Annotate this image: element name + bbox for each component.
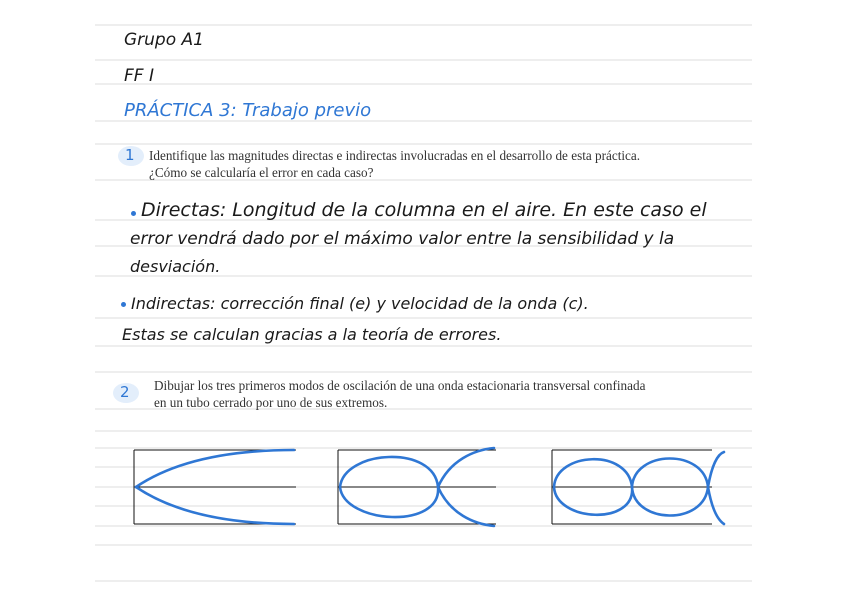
question-2-line-2: en un tubo cerrado por uno de sus extremos. [154,395,388,410]
answer-directas-line-2: error vendrá dado por el máximo valor entre la sensibilidad y la [130,229,675,249]
course-label: FF I [124,66,154,86]
answer-indirectas-line-1: Indirectas: corrección final (e) y velocidad de la onda (c). [131,294,589,313]
answer-directas-line-1: Directas: Longitud de la columna en el aire. En este caso el [141,199,707,221]
question-1-line-1: Identifique las magnitudes directas e indirectas involucradas en el desarrollo de esta práctica. [149,148,641,163]
mode-2-diagram [334,444,504,530]
mode-3-diagram [548,444,728,530]
group-label: Grupo A1 [124,30,204,50]
question-2-line-1: Dibujar los tres primeros modos de oscilación de una onda estacionaria transversal confinada [154,378,646,393]
bullet-indirectas [121,302,126,307]
answer-directas-line-3: desviación. [130,257,221,276]
question-2-number: 2 [120,383,130,401]
page-title: PRÁCTICA 3: Trabajo previo [124,100,372,121]
answer-indirectas-line-2: Estas se calculan gracias a la teoría de errores. [122,325,502,344]
question-1-number: 1 [125,146,135,164]
mode-1-diagram [130,444,300,530]
bullet-directas [131,211,136,216]
question-1-line-2: ¿Cómo se calcularía el error en cada caso? [149,165,374,180]
